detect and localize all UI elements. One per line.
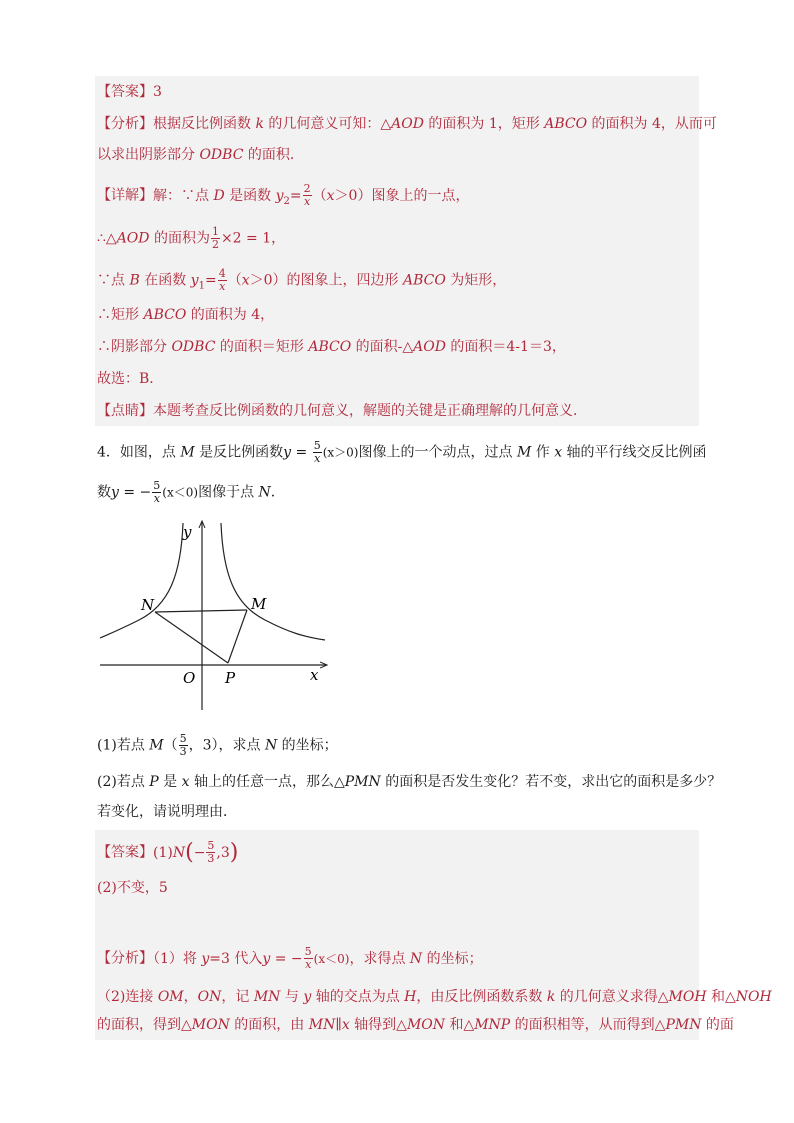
answer-4-line-2: (2)不变，5 (97, 880, 168, 896)
detail-line-4: ∴矩形 ABCO 的面积为 4， (97, 307, 275, 323)
subquestion-2-cont: 若变化，请说明理由． (97, 804, 237, 820)
analysis-4-line-3: 的面积，得到△MON 的面积，由 MN∥x 轴得到△MON 和△MNP 的面积相等，从而得到△PMN 的面 (97, 1017, 734, 1033)
label-p: P (225, 669, 236, 687)
fraction: $\frac{4}{x}$ (218, 267, 226, 293)
label-n: N (141, 596, 155, 614)
fraction: $\frac{5}{x}$ (304, 945, 312, 971)
segment-np (155, 612, 228, 663)
fraction: $\frac{5}{x}$ (153, 479, 161, 505)
comment-line: 【点睛】本题考查反比例函数的几何意义，解题的关键是正确理解的几何意义． (97, 403, 587, 419)
detail-line-5: ∴阴影部分 ODBC 的面积＝矩形 ABCO 的面积-△AOD 的面积＝4-1＝3， (97, 339, 566, 355)
detail-line-6: 故选：B． (97, 371, 164, 387)
hyperbola-right-branch (221, 523, 325, 640)
label-y: y (183, 523, 192, 541)
label-o: O (183, 669, 196, 687)
detail-line-2: ∴△AOD 的面积为 $\frac{1}{2}$ ×2 = 1， (97, 225, 286, 251)
segment-mp (228, 610, 247, 663)
fraction: $\frac{2}{x}$ (303, 182, 311, 208)
detail-line-3: ∵点 B 在函数 $y_1=$ $\frac{4}{x}$ （x＞0）的图象上，四边形 ABCO 为矩形， (97, 267, 507, 293)
fraction: $\frac{5}{3}$ (207, 839, 215, 865)
hyperbola-left-branch (100, 523, 183, 638)
analysis-4-line-2: （2)连接 OM，ON，记 MN 与 y 轴的交点为点 H，由反比例函数系数 k 的几何意义求得△MOH 和△NOH (97, 989, 772, 1005)
problem-4-line-1: 4．如图，点 M 是反比例函数y = $\frac{5}{x}$ (x＞0)图像上的一个动点，过点 M 作 x 轴的平行线交反比例函 (97, 439, 707, 465)
fraction: $\frac{5}{x}$ (313, 439, 321, 465)
detail-line-1: 【详解】解：∵点 D 是函数 $y_2=$ $\frac{2}{x}$ （x＞0）图象上的一点， (97, 182, 470, 208)
subquestion-2: (2)若点 P 是 x 轴上的任意一点，那么△PMN 的面积是否发生变化？若不变，求出它的面积是多少？ (97, 774, 722, 790)
label-m: M (251, 595, 267, 613)
fraction: $\frac{5}{3}$ (179, 732, 187, 758)
hyperbola-figure (95, 515, 340, 715)
fraction: $\frac{1}{2}$ (211, 225, 219, 251)
problem-4-line-2: 数y = − $\frac{5}{x}$ (x＜0)图像于点 N． (97, 479, 285, 505)
analysis-line-1: 【分析】根据反比例函数 k 的几何意义可知：△AOD 的面积为 1，矩形 ABCO 的面积为 4，从而可 (97, 116, 717, 132)
segment-nm (155, 610, 247, 612)
answer-line: 【答案】3 (97, 84, 162, 100)
analysis-4-line-1: 【分析】（1）将 y=3 代入y = − $\frac{5}{x}$ (x＜0)，求得点 N 的坐标； (97, 945, 483, 971)
analysis-line-2: 以求出阴影部分 ODBC 的面积． (97, 147, 304, 163)
label-x: x (310, 666, 319, 684)
answer-4-line-1: 【答案】(1)N(− $\frac{5}{3}$ ,3) (97, 839, 239, 865)
subquestion-1: (1)若点 M（ $\frac{5}{3}$ ，3），求点 N 的坐标； (97, 732, 338, 758)
